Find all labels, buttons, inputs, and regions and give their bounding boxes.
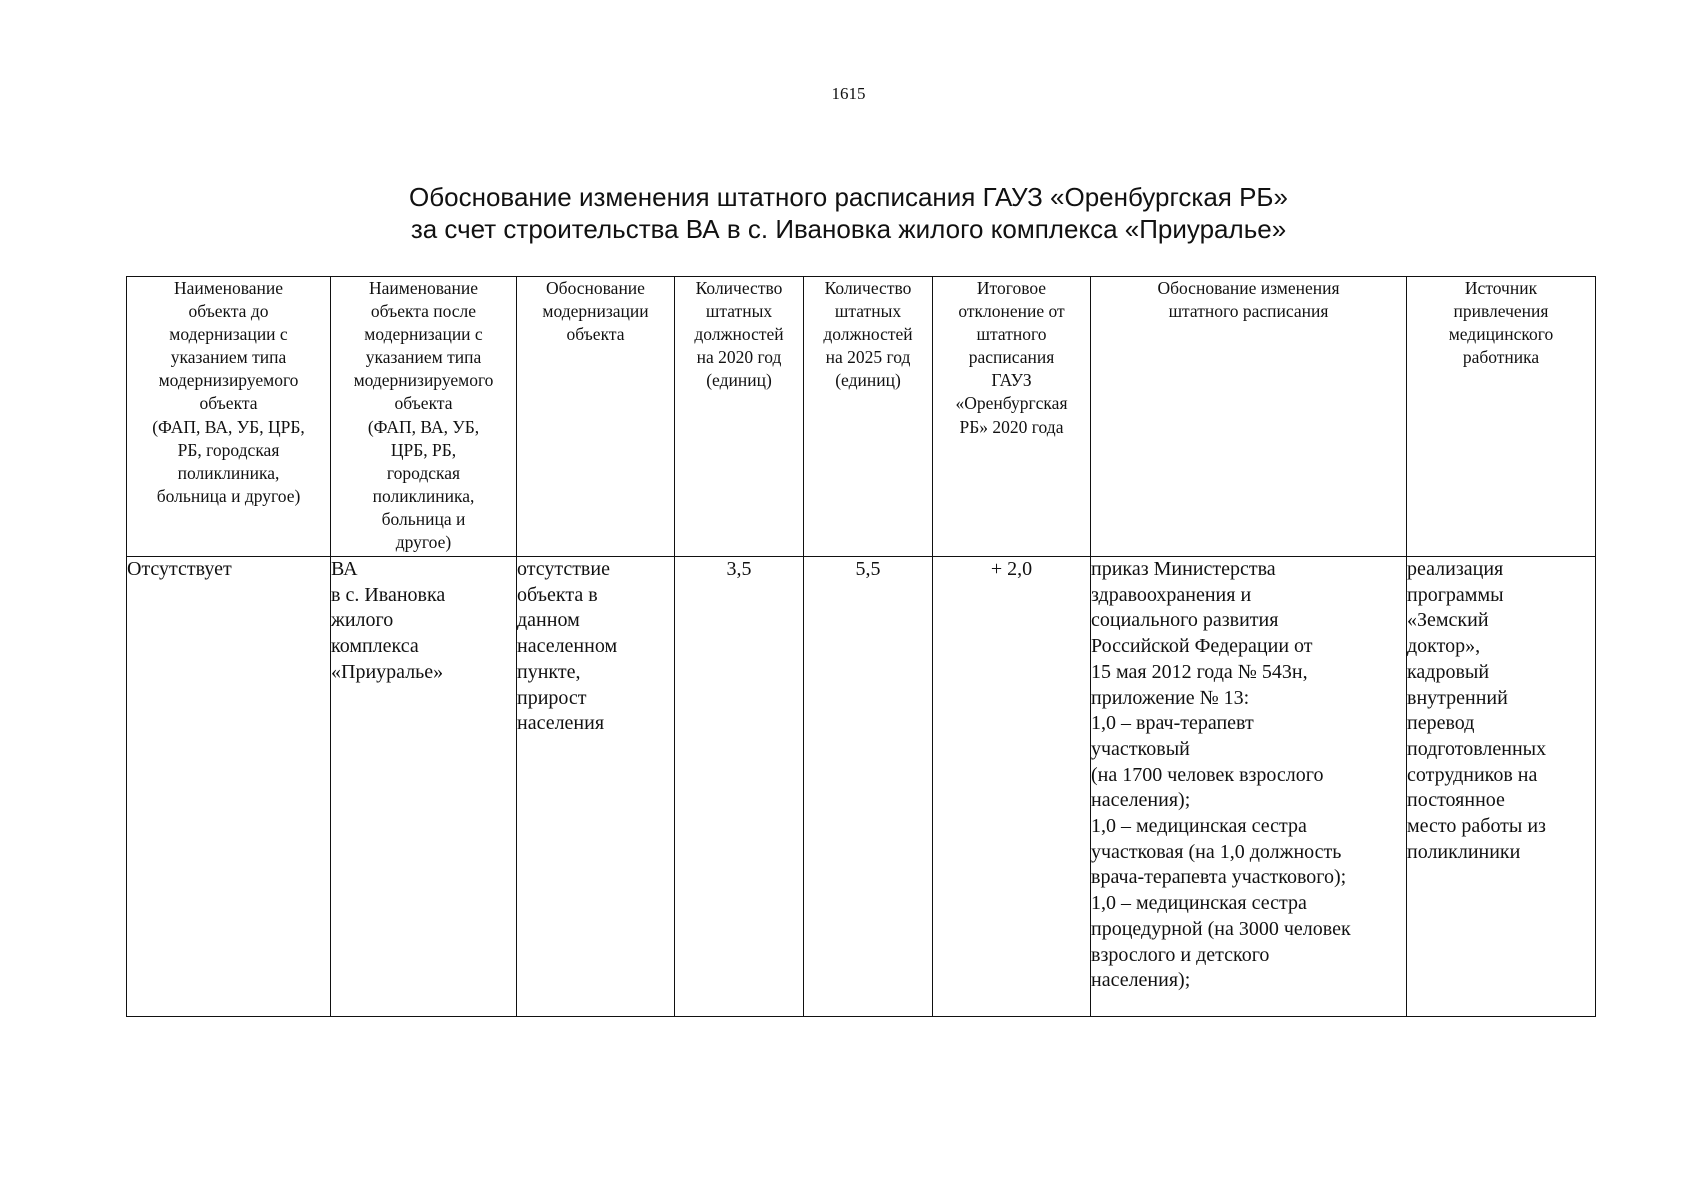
title-line-2: за счет строительства ВА в с. Ивановка жилого комплекса «Приуралье» (410, 214, 1287, 244)
cell-staff-2025: 5,5 (804, 557, 933, 1017)
cell-object-before: Отсутствует (127, 557, 331, 1017)
header-cell-modernization-reason: Обоснование модернизации объекта (517, 277, 675, 557)
cell-deviation: + 2,0 (933, 557, 1091, 1017)
header-cell-object-before: Наименование объекта до модернизации с указанием типа модернизируемого объекта (ФАП, ВА, УБ, ЦРБ, РБ, городская поликлиника, больница и другое) (127, 277, 331, 557)
cell-source: реализация программы «Земский доктор», кадровый внутренний перевод подготовленных сотрудников на постоянное место работы из поликлиники (1407, 557, 1596, 1017)
header-cell-deviation: Итоговое отклонение от штатного расписания ГАУЗ «Оренбургская РБ» 2020 года (933, 277, 1091, 557)
header-cell-staff-2020: Количество штатных должностей на 2020 год (единиц) (675, 277, 804, 557)
page-number: 1615 (831, 84, 866, 103)
cell-staff-2020: 3,5 (675, 557, 804, 1017)
header-cell-staff-2025: Количество штатных должностей на 2025 год (единиц) (804, 277, 933, 557)
staff-schedule-table (126, 276, 1596, 1017)
document-title (0, 181, 1697, 245)
table-header-row (127, 277, 1596, 557)
header-cell-object-after: Наименование объекта после модернизации с указанием типа модернизируемого объекта (ФАП, ВА, УБ, ЦРБ, РБ, городская поликлиника, больница и другое) (331, 277, 517, 557)
header-cell-schedule-reason: Обоснование изменения штатного расписания (1091, 277, 1407, 557)
cell-schedule-reason: приказ Министерства здравоохранения и социального развития Российской Федерации от 15 мая 2012 года № 543н, приложение № 13: 1,0 – врач-терапевт участковый (на 1700 человек взрослого населения); 1,0 – медицинская сестра участковая (на 1,0 должность врача-терапевта участкового); 1,0 – медицинская сестра процедурной (на 3000 человек взрослого и детского населения); (1091, 557, 1407, 1017)
table-row (127, 557, 1596, 1017)
title-line-1: Обоснование изменения штатного расписания ГАУЗ «Оренбургская РБ» (409, 182, 1288, 212)
header-cell-source: Источник привлечения медицинского работника (1407, 277, 1596, 557)
cell-modernization-reason: отсутствие объекта в данном населенном пункте, прирост населения (517, 557, 675, 1017)
cell-object-after: ВА в с. Ивановка жилого комплекса «Приуралье» (331, 557, 517, 1017)
